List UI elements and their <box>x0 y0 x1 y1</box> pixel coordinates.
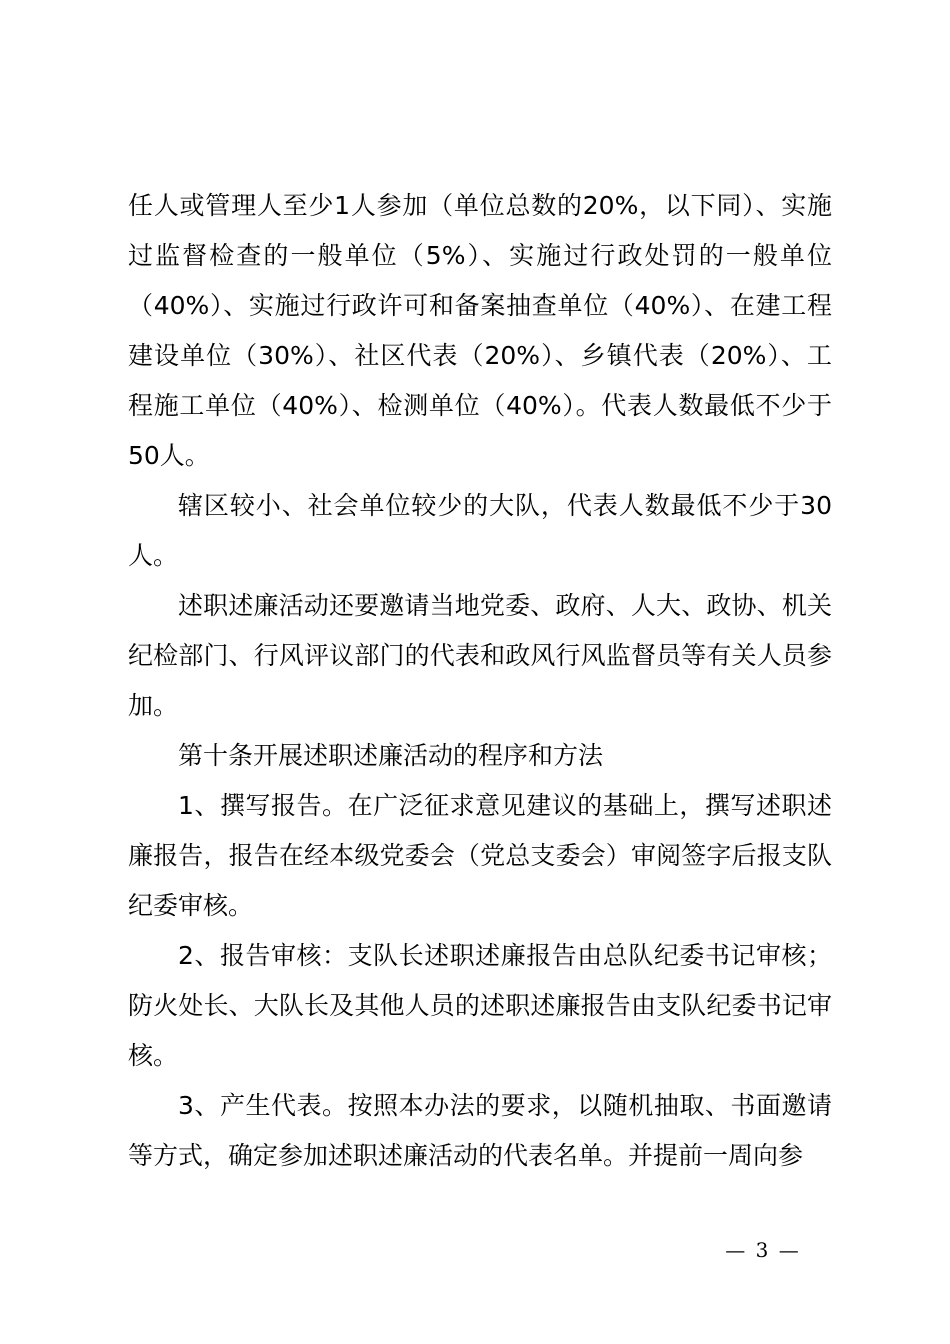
paragraph-small-brigade: 辖区较小、社会单位较少的大队，代表人数最低不少于30人。 <box>128 491 832 570</box>
document-body <box>128 181 832 1181</box>
paragraph-step-1-write-report: 1、撰写报告。在广泛征求意见建议的基础上，撰写述职述廉报告，报告在经本级党委会（党总支委会）审阅签字后报支队纪委审核。 <box>128 791 832 920</box>
paragraph-step-3-select-representatives: 3、产生代表。按照本办法的要求，以随机抽取、书面邀请等方式，确定参加述职述廉活动的代表名单。并提前一周向参 <box>128 1091 832 1170</box>
paragraph-invited-participants: 述职述廉活动还要邀请当地党委、政府、人大、政协、机关纪检部门、行风评议部门的代表和政风行风监督员等有关人员参加。 <box>128 591 832 720</box>
paragraph-step-2-review-report: 2、报告审核：支队长述职述廉报告由总队纪委书记审核；防火处长、大队长及其他人员的述职述廉报告由支队纪委书记审核。 <box>128 941 832 1070</box>
page-number: — 3 — <box>725 1238 801 1262</box>
paragraph-continued-representatives: 任人或管理人至少1人参加（单位总数的20%，以下同）、实施过监督检查的一般单位（5%）、实施过行政处罚的一般单位（40%）、实施过行政许可和备案抽查单位（40%）、在建工程建设单位（30%）、社区代表（20%）、乡镇代表（20%）、工程施工单位（40%）、检测单位（40%）。代表人数最低不少于50人。 <box>128 191 832 470</box>
article-ten-heading: 第十条开展述职述廉活动的程序和方法 <box>178 741 604 770</box>
